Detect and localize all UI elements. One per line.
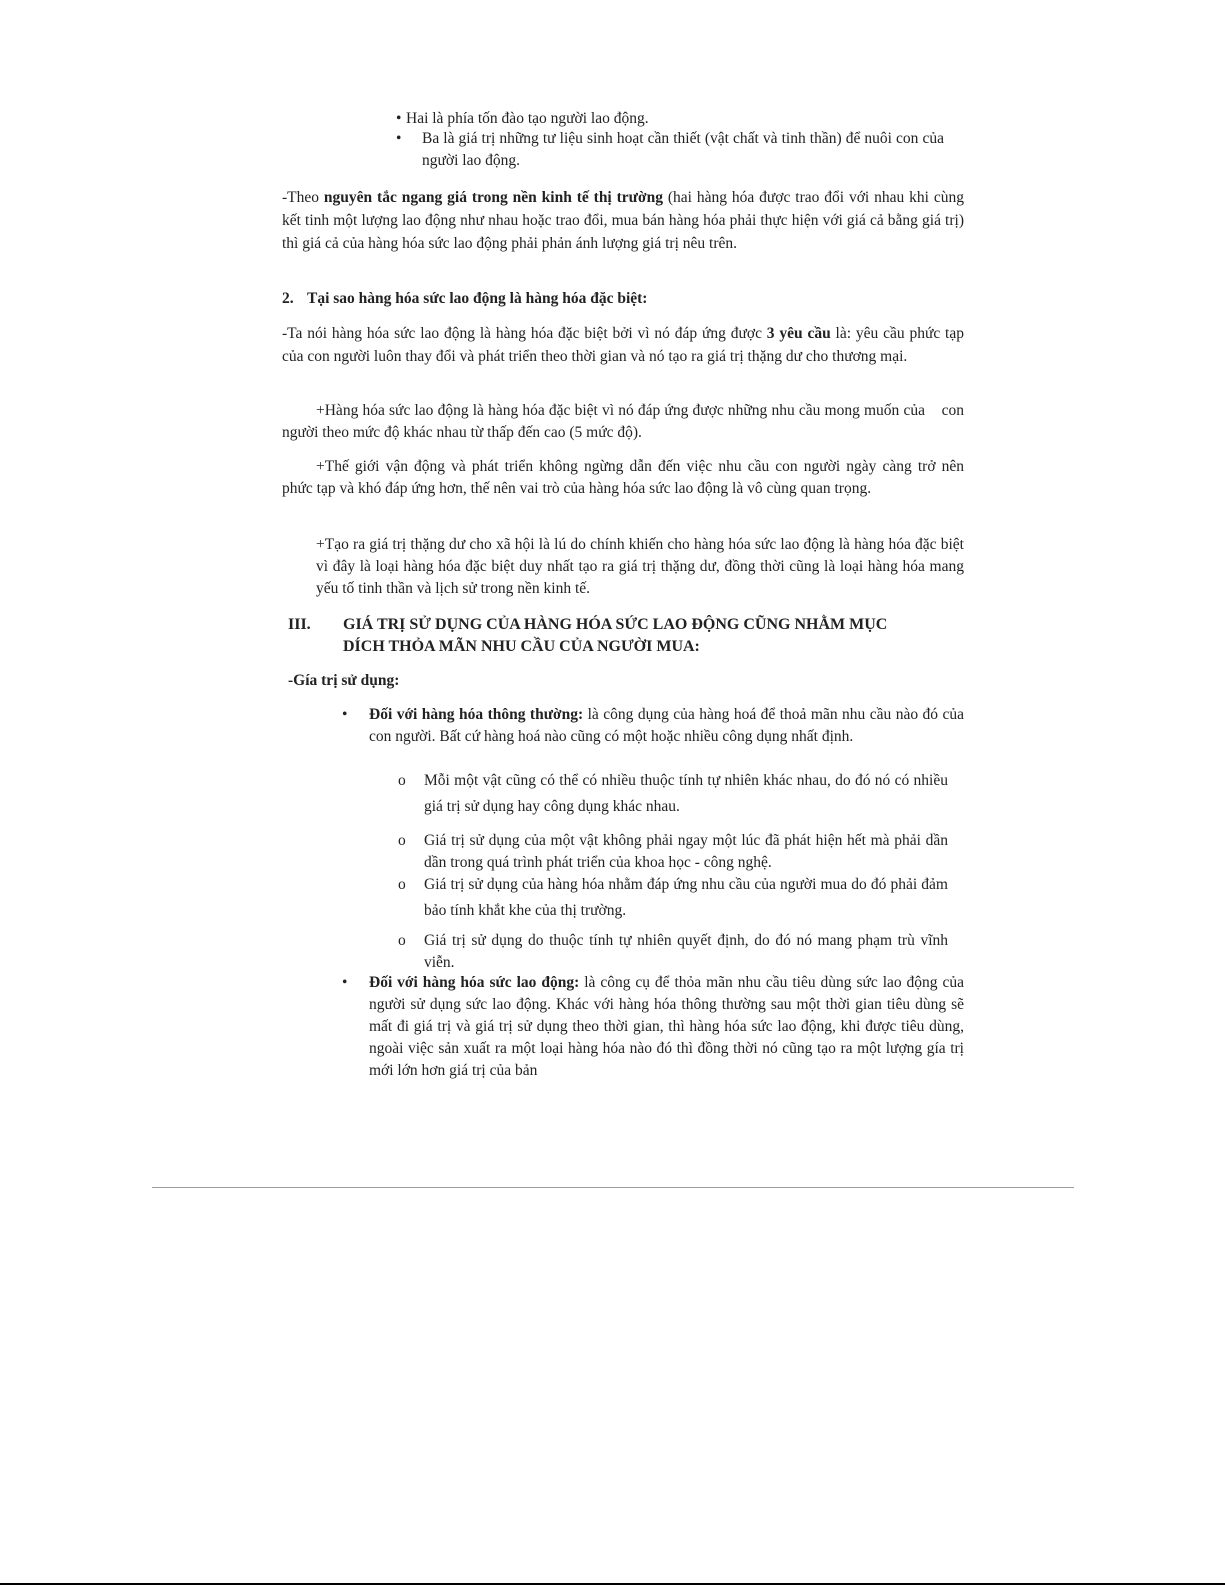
paragraph-special (282, 322, 964, 368)
plus-item: +Thế giới vận động và phát triển không ngừng dẫn đến việc nhu cầu con người ngày càng trở nên phức tạp và khó đáp ứng hơn, thế nên vai trò của hàng hóa sức lao động là vô cùng quan trọng. (282, 458, 992, 497)
circle-item-text: Giá trị sử dụng của hàng hóa nhằm đáp ứng nhu cầu của người mua do đó phải đảm bảo tính khắt khe của thị trường. (424, 876, 948, 919)
paragraph-text: -Theo (282, 189, 324, 206)
bullet-icon: • (396, 110, 402, 127)
bullet-icon: • (342, 974, 348, 991)
bullet-item-ordinary-goods (342, 704, 964, 748)
circle-item (398, 930, 948, 974)
section-heading-2 (282, 288, 964, 310)
bullet-text: là công cụ để thỏa mãn nhu cầu tiêu dùng sức lao động của người sử dụng sức lao động. Khác với hàng hóa thông thường sau một thời gian tiêu dùng sẽ mất đi giá trị và giá trị sử dụng theo thời gian, thì hàng hóa sức lao động, khi được tiêu dùng, ngoài việc sản xuất ra một loại hàng hóa nào đó thì đồng thời nó cũng tạo ra một lượng gía trị mới lớn hơn giá trị của bản (369, 974, 964, 1079)
bullet-item (396, 108, 944, 130)
circle-item (398, 872, 948, 924)
paragraph-bold-text: 3 yêu cầu (766, 325, 831, 342)
circle-item-text: Giá trị sử dụng do thuộc tính tự nhiên quyết định, do đó nó mang phạm trù vĩnh viễn. (424, 932, 948, 971)
paragraph-principle (282, 186, 964, 255)
heading-number: 2. (282, 290, 294, 307)
bullet-icon: • (396, 130, 402, 147)
paragraph-text: là: yêu cầu phức tạp của con người luôn thay đổi và phát triển theo thời gian và nó tạo ra giá trị thặng dư cho thương mại. (282, 325, 964, 365)
use-value-label: -Gía trị sử dụng: (288, 672, 400, 689)
bullet-text: là công dụng của hàng hoá để thoả mãn nhu cầu nào đó của con người. Bất cứ hàng hoá nào cũng có một hoặc nhiều công dụng nhất định. (369, 706, 965, 745)
plus-item: +Hàng hóa sức lao động là hàng hóa đặc biệt vì nó đáp ứng được những nhu cầu mong muốn của con người theo mức độ khác nhau từ thấp đến cao (5 mức độ). (282, 402, 968, 441)
bullet-bold-text: Đối với hàng hóa sức lao động: (369, 974, 580, 991)
circle-bullet-icon: o (398, 932, 406, 949)
circle-item-text: Mỗi một vật cũng có thể có nhiều thuộc tính tự nhiên khác nhau, do đó nó có nhiều giá trị sử dụng hay công dụng khác nhau. (424, 772, 948, 815)
bullet-item-labor-goods (342, 972, 964, 1082)
plus-item: +Tạo ra giá trị thặng dư cho xã hội là lú do chính khiến cho hàng hóa sức lao động là hàng hóa đặc biệt vì đây là loại hàng hóa đặc biệt duy nhất tạo ra giá trị thặng dư, đồng thời cũng là loại hàng hóa mang yếu tố tinh thần và lịch sử trong nền kinh tế. (316, 536, 964, 597)
paragraph-text: (hai hàng hóa được trao đổi với nhau khi cùng kết tinh một lượng lao động như nhau hoặc trao đổi, mua bán hàng hóa phải thực hiện với giá cả bằng giá trị) thì giá cả của hàng hóa sức lao động phải phản ánh lượng giá trị nêu trên. (282, 189, 965, 252)
heading-line: GIÁ TRỊ SỬ DỤNG CỦA HÀNG HÓA SỨC LAO ĐỘNG CŨNG NHẰM MỤC (343, 616, 888, 633)
circle-item (398, 768, 948, 820)
paragraph-bold-text: nguyên tắc ngang giá trong nền kinh tế thị trường (323, 189, 663, 206)
heading-line: DÍCH THỎA MÃN NHU CẦU CỦA NGƯỜI MUA: (343, 638, 700, 655)
circle-bullet-icon: o (398, 876, 406, 893)
bullet-bold-text: Đối với hàng hóa thông thường: (369, 706, 584, 723)
bullet-text: Ba là giá trị những tư liệu sinh hoạt cần thiết (vật chất và tinh thần) để nuôi con của người lao động. (422, 130, 944, 169)
heading-text: Tại sao hàng hóa sức lao động là hàng hóa đặc biệt: (307, 290, 648, 307)
paragraph-text: -Ta nói hàng hóa sức lao động là hàng hóa đặc biệt bởi vì nó đáp ứng được (282, 325, 767, 342)
circle-item-text: Giá trị sử dụng của một vật không phải ngay một lúc đã phát hiện hết mà phải dần dần trong quá trình phát triển của khoa học - công nghệ. (424, 832, 948, 871)
circle-item (398, 830, 948, 874)
bullet-icon: • (342, 706, 348, 723)
bullet-item (396, 128, 944, 172)
bullet-text: Hai là phía tốn đào tạo người lao động. (406, 110, 649, 127)
circle-bullet-icon: o (398, 772, 406, 789)
page-divider (152, 1187, 1074, 1188)
circle-bullet-icon: o (398, 832, 406, 849)
heading-number: III. (288, 616, 311, 633)
